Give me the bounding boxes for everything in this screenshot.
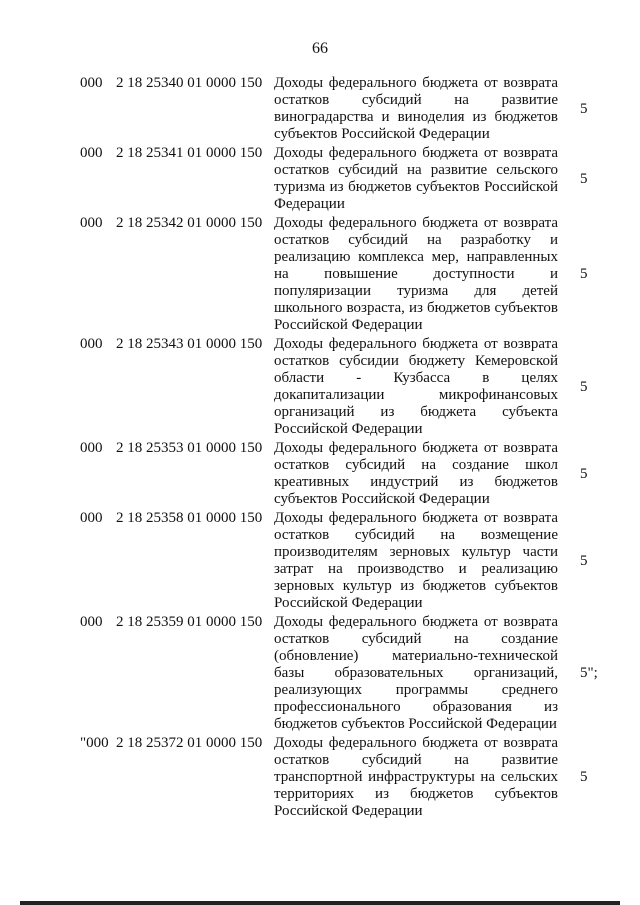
standard-value: 5 — [580, 100, 588, 117]
budget-classification-code: 2 18 25341 01 0000 150 — [116, 145, 263, 161]
admin-code: 000 — [80, 510, 103, 526]
budget-classification-code: 2 18 25343 01 0000 150 — [116, 336, 263, 352]
standard-value: 5 — [580, 465, 588, 482]
budget-classification-code: 2 18 25353 01 0000 150 — [116, 440, 263, 456]
budget-classification-code: 2 18 25342 01 0000 150 — [116, 215, 263, 231]
revenue-description: Доходы федерального бюджета от возврата остатков субсидий на разработку и реализацию комплекса мер, направленных на повышение доступности и популяризации туризма для детей школьного возраста, из бюджетов субъектов Российской Федерации — [274, 215, 558, 333]
revenue-description: Доходы федерального бюджета от возврата остатков субсидий на развитие виноградарства и виноделия из бюджетов субъектов Российской Федерации — [274, 75, 558, 142]
table-row — [0, 735, 640, 820]
table-row — [0, 75, 640, 143]
admin-code: "000 — [80, 735, 109, 751]
revenue-description: Доходы федерального бюджета от возврата остатков субсидий на развитие сельского туризма из бюджетов субъектов Российской Федерации — [274, 145, 558, 212]
page-number: 66 — [312, 40, 328, 57]
table-row — [0, 440, 640, 508]
admin-code: 000 — [80, 145, 103, 161]
budget-classification-code: 2 18 25358 01 0000 150 — [116, 510, 263, 526]
standard-value: 5 — [580, 266, 588, 282]
revenue-description: Доходы федерального бюджета от возврата остатков субсидий на возмещение производителям зерновых культур части затрат на производство и реализацию зерновых культур из бюджетов субъектов Российской Федерации — [274, 510, 558, 611]
budget-classification-code: 2 18 25372 01 0000 150 — [116, 735, 263, 751]
admin-code: 000 — [80, 215, 103, 231]
revenue-description: Доходы федерального бюджета от возврата остатков субсидий на развитие транспортной инфраструктуры на сельских территориях из бюджетов субъектов Российской Федерации — [274, 735, 558, 819]
revenue-description: Доходы федерального бюджета от возврата остатков субсидии бюджету Кемеровской области - Кузбасса в целях докапитализации микрофинансовых организаций из бюджета субъекта Российской Федерации — [274, 336, 558, 437]
admin-code: 000 — [80, 440, 103, 456]
standard-value: 5 — [580, 552, 588, 569]
table-row — [0, 510, 640, 612]
page-bottom-edge — [20, 901, 620, 905]
revenue-description: Доходы федерального бюджета от возврата остатков субсидий на создание школ креативных индустрий из бюджетов субъектов Российской Федерации — [274, 440, 558, 507]
admin-code: 000 — [80, 336, 103, 352]
standard-value: 5 — [580, 769, 588, 785]
budget-classification-code: 2 18 25340 01 0000 150 — [116, 75, 263, 91]
budget-classification-code: 2 18 25359 01 0000 150 — [116, 614, 263, 630]
table-row — [0, 336, 640, 438]
admin-code: 000 — [80, 75, 103, 91]
standard-value: 5 — [580, 170, 588, 187]
table-row — [0, 614, 640, 733]
standard-value: 5"; — [580, 665, 598, 681]
revenue-description: Доходы федерального бюджета от возврата остатков субсидий на создание (обновление) материально-технической базы образовательных организаций, реализующих программы среднего профессионального образования из бюджетов субъектов Российской Федерации — [274, 614, 558, 732]
standard-value: 5 — [580, 378, 588, 395]
budget-code-table — [0, 75, 640, 822]
table-row — [0, 145, 640, 213]
admin-code: 000 — [80, 614, 103, 630]
table-row — [0, 215, 640, 334]
